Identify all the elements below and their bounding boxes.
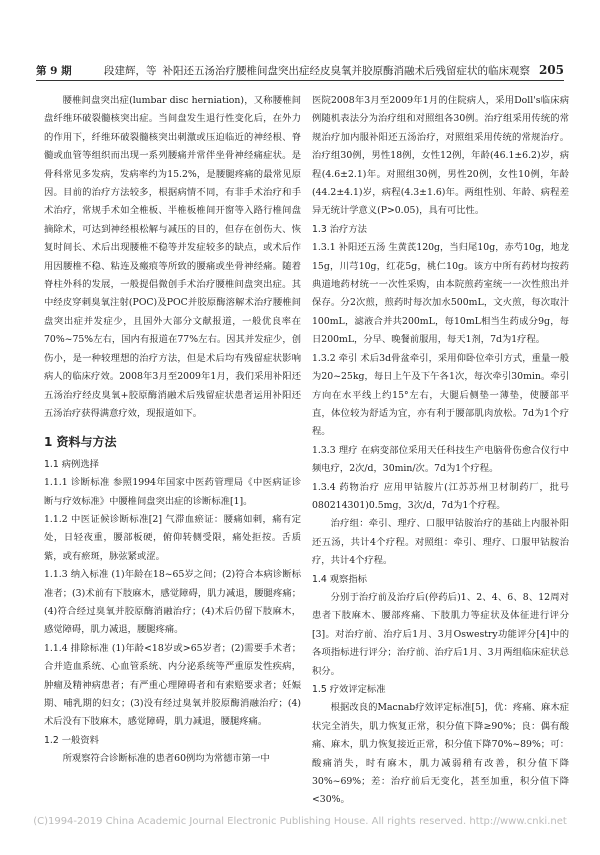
efficacy-paragraph: 根据改良的Macnab疗效评定标准[5]，优：疼痛、麻木症状完全消失，肌力恢复正常，积分值下降≥90%；良：偶有酸痛、麻木，肌力恢复接近正常，积分值下降70%~89%；可：酸痛消失，时有麻木，肌力减弱稍有改善，积分值下降30%~69%；差：治疗前后无变化，甚至加重，积分值下降<30%。 [312, 702, 569, 806]
traction-paragraph: 1.3.2 牵引 术后3d骨盆牵引，采用仰卧位牵引方式，重量一般为20~25kg，每日上午及下午各1次，每次牵引30min。牵引方向在水平线上约15°左右，大腿后侧垫一薄垫，使腰部平直，体位较为舒适为宜，亦有利于腰部肌肉放松。7d为1个疗程。 [312, 352, 569, 438]
subsection-heading: 1.5 疗效评定标准 [312, 684, 386, 695]
physiotherapy-paragraph: 1.3.3 理疗 在病变部位采用天任科技生产电脑骨伤愈合仪行中频电疗，2次/d，30min/次。7d为1个疗程。 [312, 444, 569, 475]
header-title: 补阳还五汤治疗腰椎间盘突出症经皮臭氧并胶原酶消融术后残留症状的临床观察 [162, 64, 530, 77]
inclusion-criteria: 1.1.3 纳入标准 (1)年龄在18~65岁之间；(2)符合本病诊断标准者；(3)术前有下肢麻木，感觉障碍，肌力减退，腰腿疼痛；(4)符合经过臭氧并胶原酶消融治疗；(4)术后仍留下肢麻木，感觉障碍，肌力减退，腰腿疼痛。 [44, 569, 301, 636]
header-authors: 段建辉，等 [104, 64, 157, 77]
subsection-heading: 1.3 治疗方法 [312, 223, 367, 235]
copyright-footer: (C)1994-2019 China Academic Journal Electronic Publishing House. All rights reserved. http://www.cnki.net [33, 816, 567, 827]
general-data-paragraph: 所观察符合诊断标准的患者60例均为常德市第一中 [62, 753, 270, 765]
diagnosis-criteria: 1.1.1 诊断标准 参照1994年国家中医药管理局《中医病证诊断与疗效标准》中腰椎间盘突出症的诊断标准[1]。 [44, 477, 301, 507]
right-column [312, 92, 569, 810]
groups-paragraph: 治疗组：牵引、理疗、口服甲钴胺治疗的基础上内服补阳还五汤，共计4个疗程。对照组：牵引、理疗、口服甲钴胺治疗，共计4个疗程。 [312, 518, 569, 567]
subsection-heading: 1.2 一般资料 [44, 734, 99, 746]
intro-paragraph: 腰椎间盘突出症(lumbar disc herniation)，又称腰椎间盘纤维环破裂髓核突出症。当间盘发生退行性变化后，在外力的作用下，纤维环破裂髓核突出刺激或压迫临近的神经根、脊髓或血管等组织而出现一系列腰痛并常伴坐骨神经痛症状。是骨科常见多发病，发病率约为15.2%，是腰腿疼痛的最常见原因。目前的治疗方法较多，根据病情不同，有非手术治疗和手术治疗，常规手术如全椎板、半椎板椎间开窗等入路行椎间盘摘除术，可达到神经根松解与减压的目的，但存在创伤大、恢复时间长、术后出现腰椎不稳等并发症较多的缺点，或术后作用因腰椎不稳、粘连及瘢痕等所致的腰痛或坐骨神经痛。随着脊柱外科的发展，一般提倡微创手术治疗腰椎间盘突出症。其中经皮穿刺臭氧注射(POC)及POC并胶原酶溶解术治疗腰椎间盘突出症并发症少，且国外大部分文献报道，一般优良率在70%~75%左右，国内有报道在77%左右。因其并发症少，创伤小，是一种较理想的治疗方法，但是术后均有残留症状影响病人的临床疗效。2008年3月至2009年1月，我们采用补阳还五汤治疗经皮臭氧+胶原酶消融术后残留症状患者运用补阳还五汤治疗获得满意疗效，现报道如下。 [44, 95, 301, 419]
prescription-paragraph: 1.3.1 补阳还五汤 生黄芪120g，当归尾10g，赤芍10g，地龙15g，川芎10g，红花5g，桃仁10g。该方中所有药材均按药典道地药材统一一次性采购，由本院煎药室统一一次性煎出并保存。分2次煎，煎药时每次加水500mL，文火煎，每次取汁100mL，滤液合并共200mL，每10mL相当生药成分9g，每日200mL，分早、晚餐前服用，每天1剂，7d为1疗程。 [312, 242, 569, 346]
tcm-criteria: 1.1.2 中医证候诊断标准[2] 气滞血瘀证：腰痛如刺，痛有定处，日轻夜重，腰部板硬，俯仰转侧受限，痛处拒按。舌质紫，或有瘀斑，脉弦紧或涩。 [44, 513, 301, 562]
subsection-heading: 1.4 观察指标 [312, 573, 367, 585]
left-column [44, 92, 301, 769]
section-heading: 1 资料与方法 [44, 435, 117, 450]
issue-number: 第 9 期 [36, 64, 72, 77]
exclusion-criteria: 1.1.4 排除标准 (1)年龄<18岁或>65岁者；(2)需要手术者；合并造血系统、心血管系统、内分泌系统等严重原发性疾病，肿瘤及精神病患者；有严重心理障碍者和有索赔要求者；妊娠期、哺乳期的妇女；(3)没有经过臭氧并胶原酶消融治疗；(4)术后没有下肢麻木，感觉障碍，肌力减退，腰腿疼痛。 [44, 642, 301, 728]
observation-paragraph: 分别于治疗前及治疗后(停药后)1、2、4、6、8、12周对患者下肢麻木、腰部疼痛、下肢肌力等症状及体征进行评分[3]。对治疗前、治疗后1月、3月Oswestry功能评分[4]中的各项指标进行评分；治疗前、治疗后1月、3月两组临床症状总积分。 [312, 591, 569, 677]
drug-therapy-paragraph: 1.3.4 药物治疗 应用甲钴胺片(江苏苏州卫材制药厂，批号080214301)0.5mg，3次/d，7d为1个疗程。 [312, 481, 569, 511]
general-data-continued: 医院2008年3月至2009年1月的住院病人，采用Doll's临床病例随机表法分为治疗组和对照组各30例。治疗组采用传统的常规治疗加内服补阳还五汤治疗，对照组采用传统的常规治疗。治疗组30例，男性18例，女性12例，年龄(46.1±6.2)岁，病程(4.6±2.1)年。对照组30例，男性20例，女性10例，年龄(44.2±4.1)岁，病程(4.3±1.6)年。两组性别、年龄、病程差异无统计学意义(P>0.05)，具有可比性。 [312, 95, 569, 217]
running-header [36, 60, 564, 81]
subsection-heading: 1.1 病例选择 [44, 458, 99, 470]
page-number: 205 [538, 63, 564, 77]
